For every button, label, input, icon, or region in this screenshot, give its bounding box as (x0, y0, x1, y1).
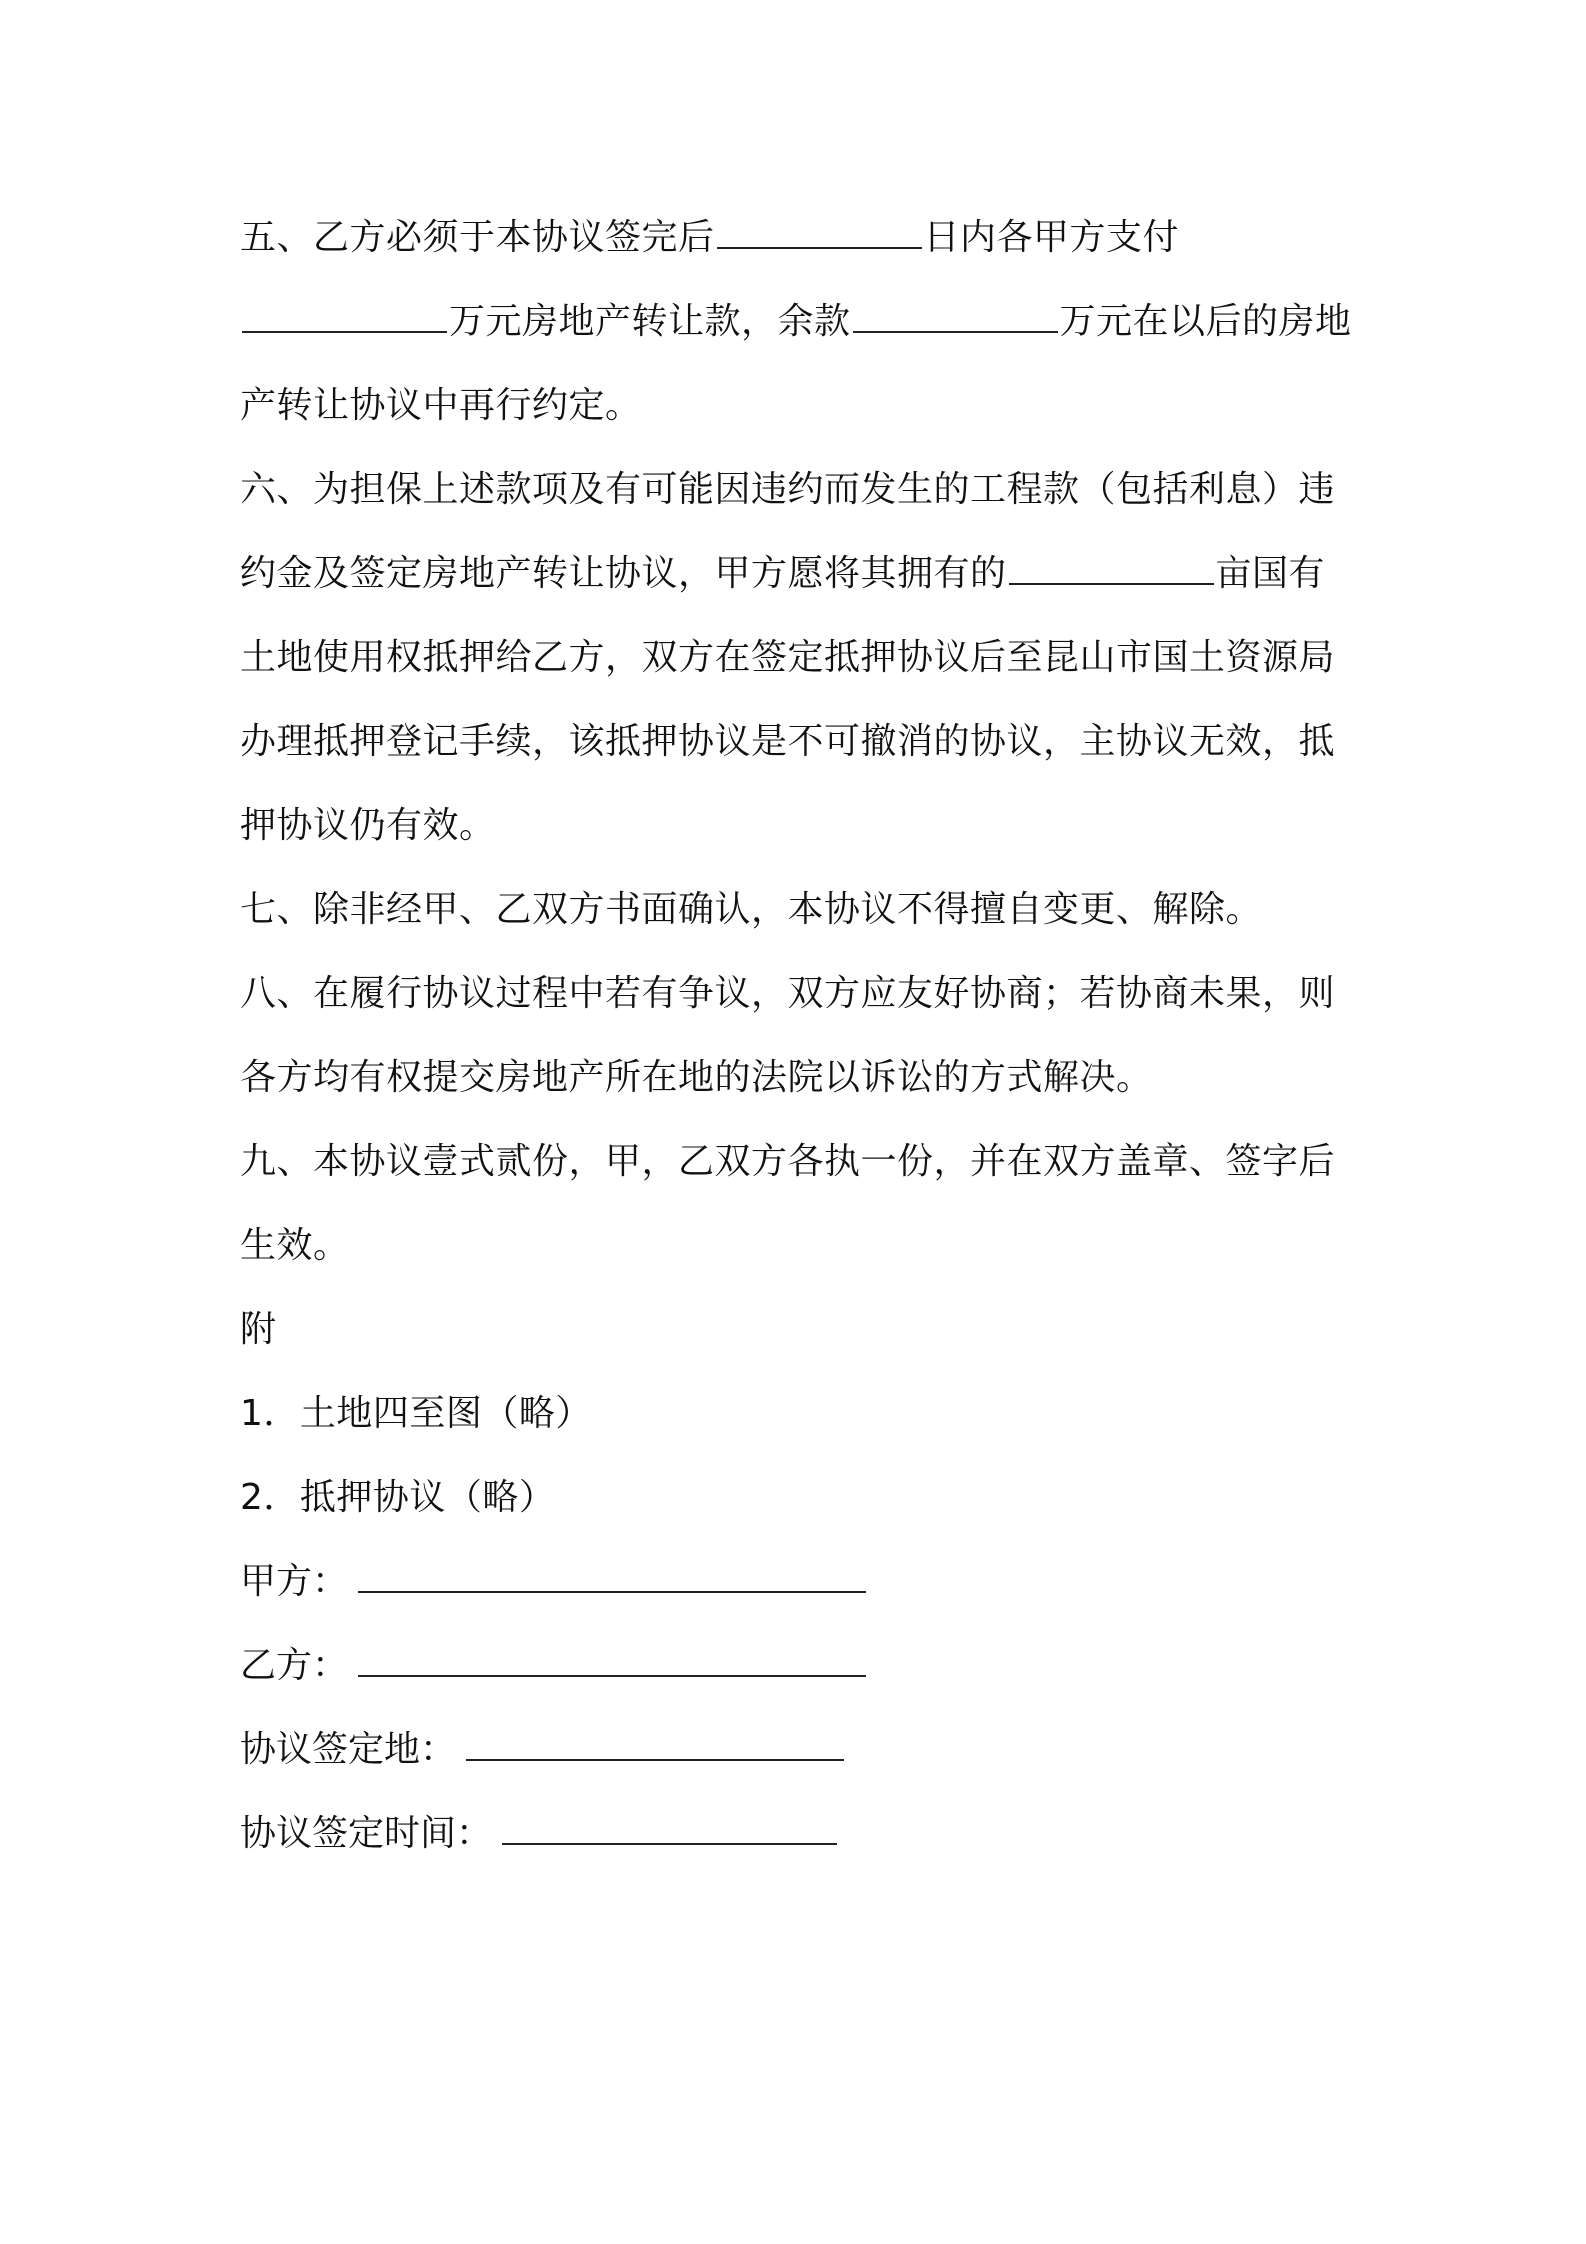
payment-amount-blank[interactable] (242, 283, 447, 333)
signing-place-blank[interactable] (466, 1715, 844, 1761)
signing-time-label: 协议签定时间： (240, 1813, 493, 1854)
party-b-row (240, 1624, 1355, 1708)
party-a-label: 甲方： (240, 1561, 349, 1602)
party-b-label: 乙方： (240, 1645, 349, 1686)
clause-5-text-1: 五、乙方必须于本协议签完后 (240, 217, 715, 258)
clause-5-text-4: 万元在以后的房地产转让协议中再行约定。 (240, 301, 1352, 426)
appendix-item-2: 2．抵押协议（略） (240, 1477, 556, 1518)
clause-6-text-1: 六、为担保上述款项及有可能因违约而发生的工程款（包括利息）违约金及签定房地产转让协议，甲方愿将其拥有的 (240, 469, 1336, 594)
signing-time-row (240, 1792, 1355, 1876)
appendix-item-1: 1．土地四至图（略） (240, 1393, 592, 1434)
clause-5-text-2: 日内各甲方支付 (923, 217, 1180, 258)
signing-place-row (240, 1708, 1355, 1792)
document-body (240, 196, 1355, 1876)
party-a-signature-blank[interactable] (358, 1547, 866, 1593)
clause-7: 七、除非经甲、乙双方书面确认，本协议不得擅自变更、解除。 (240, 889, 1263, 930)
clause-8: 八、在履行协议过程中若有争议，双方应友好协商；若协商未果，则各方均有权提交房地产所在地的法院以诉讼的方式解决。 (240, 973, 1336, 1098)
clause-5-text-3: 万元房地产转让款，余款 (449, 301, 851, 342)
land-area-blank[interactable] (1009, 535, 1214, 585)
balance-amount-blank[interactable] (853, 283, 1058, 333)
party-b-signature-blank[interactable] (358, 1631, 866, 1677)
appendix-title: 附 (240, 1309, 277, 1350)
signing-place-label: 协议签定地： (240, 1729, 457, 1770)
signing-time-blank[interactable] (502, 1799, 837, 1845)
clause-9: 九、本协议壹式贰份，甲，乙双方各执一份，并在双方盖章、签字后生效。 (240, 1141, 1336, 1266)
clause-6-text-2: 亩国有土地使用权抵押给乙方，双方在签定抵押协议后至昆山市国土资源局办理抵押登记手续，该抵押协议是不可撤消的协议，主协议无效，抵押协议仍有效。 (240, 553, 1336, 846)
clause-5 (240, 196, 1355, 448)
party-a-row (240, 1540, 1355, 1624)
clause-6 (240, 448, 1355, 868)
days-blank[interactable] (717, 199, 922, 249)
